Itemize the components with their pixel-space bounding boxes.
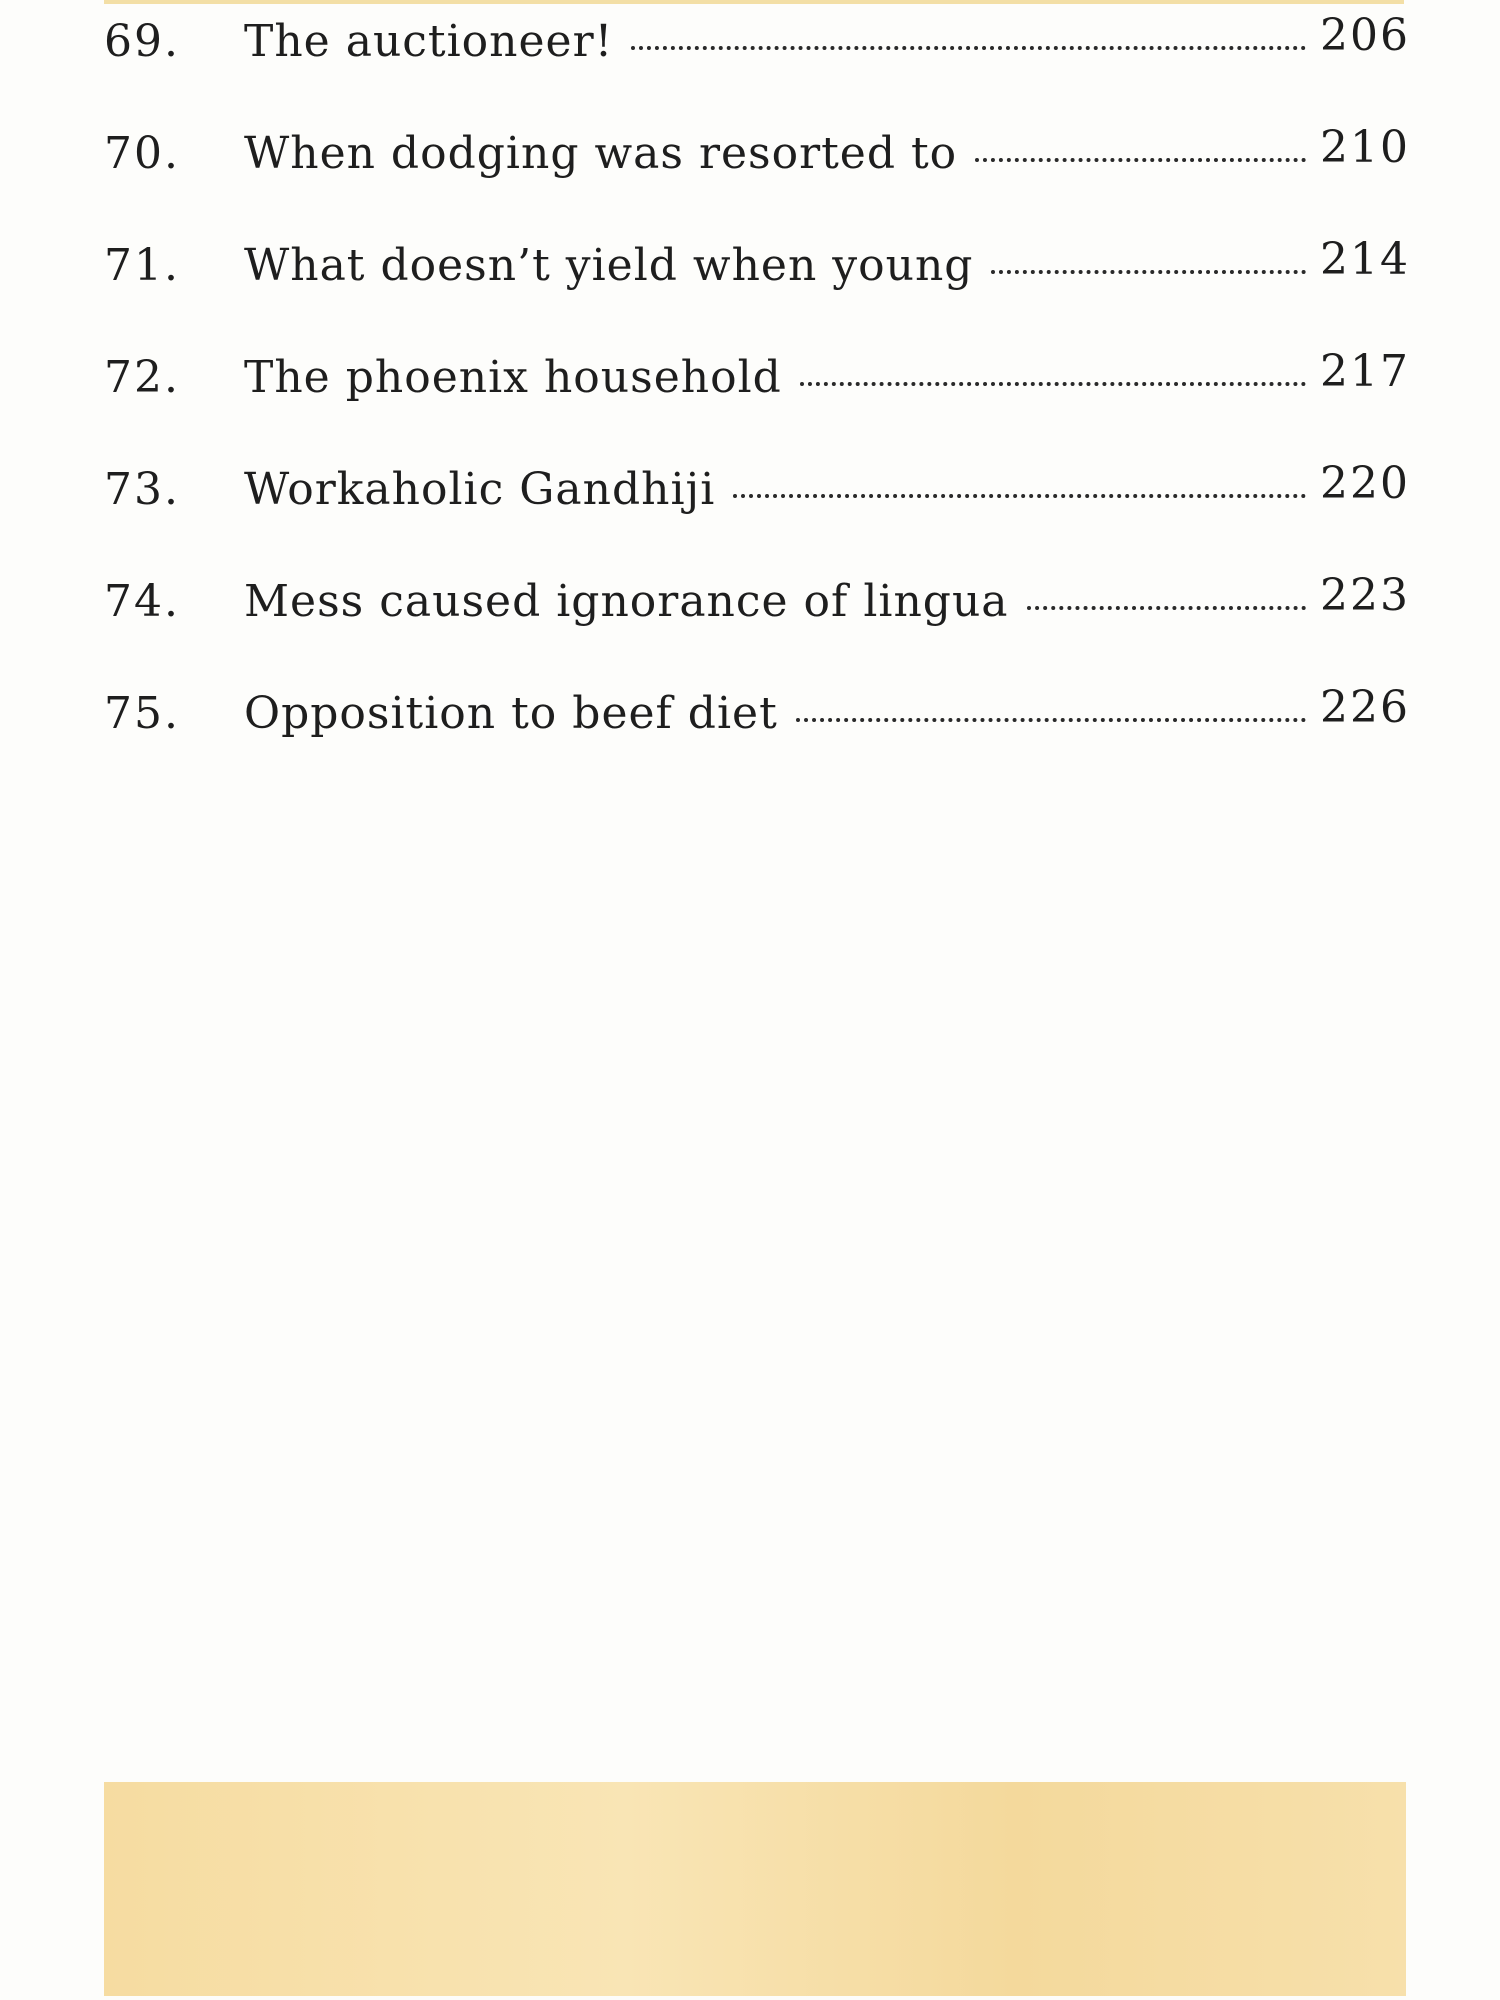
entry-line: [244, 346, 1410, 404]
entry-number: 75.: [104, 688, 180, 739]
entry-line: [244, 122, 1410, 180]
entry-line: [244, 234, 1410, 292]
dot-leader: [631, 46, 1306, 50]
toc-entry[interactable]: [104, 336, 1410, 416]
dot-leader: [733, 494, 1306, 498]
entry-title: Opposition to beef diet: [244, 688, 778, 739]
entry-page-number: 214: [1320, 234, 1410, 285]
toc-entry[interactable]: [104, 0, 1410, 80]
entry-number: 72.: [104, 352, 180, 403]
entry-page-number: 223: [1320, 570, 1410, 621]
entry-page-number: 217: [1320, 346, 1410, 397]
entry-line: [244, 682, 1410, 740]
entry-line: [244, 458, 1410, 516]
toc-entry[interactable]: [104, 448, 1410, 528]
entry-number: 70.: [104, 128, 180, 179]
toc-entry[interactable]: [104, 112, 1410, 192]
entry-title: When dodging was resorted to: [244, 128, 958, 179]
footer-color-band: [104, 1782, 1406, 1996]
entry-title: What doesn’t yield when young: [244, 240, 974, 291]
toc-entry[interactable]: [104, 224, 1410, 304]
toc-entry[interactable]: [104, 560, 1410, 640]
entry-title: The auctioneer!: [244, 16, 614, 67]
entry-title: The phoenix household: [244, 352, 782, 403]
toc-entry[interactable]: [104, 672, 1410, 752]
dot-leader: [800, 382, 1306, 386]
entry-line: [244, 570, 1410, 628]
dot-leader: [1027, 606, 1306, 610]
entry-page-number: 210: [1320, 122, 1410, 173]
entry-page-number: 206: [1320, 10, 1410, 61]
dot-leader: [975, 158, 1306, 162]
dot-leader: [991, 270, 1306, 274]
entry-page-number: 226: [1320, 682, 1410, 733]
entry-page-number: 220: [1320, 458, 1410, 509]
entry-title: Workaholic Gandhiji: [244, 464, 716, 515]
entry-line: [244, 10, 1410, 68]
entry-number: 69.: [104, 16, 180, 67]
entry-number: 74.: [104, 576, 180, 627]
dot-leader: [796, 718, 1306, 722]
entry-title: Mess caused ignorance of lingua: [244, 576, 1009, 627]
entry-number: 73.: [104, 464, 180, 515]
entry-number: 71.: [104, 240, 180, 291]
